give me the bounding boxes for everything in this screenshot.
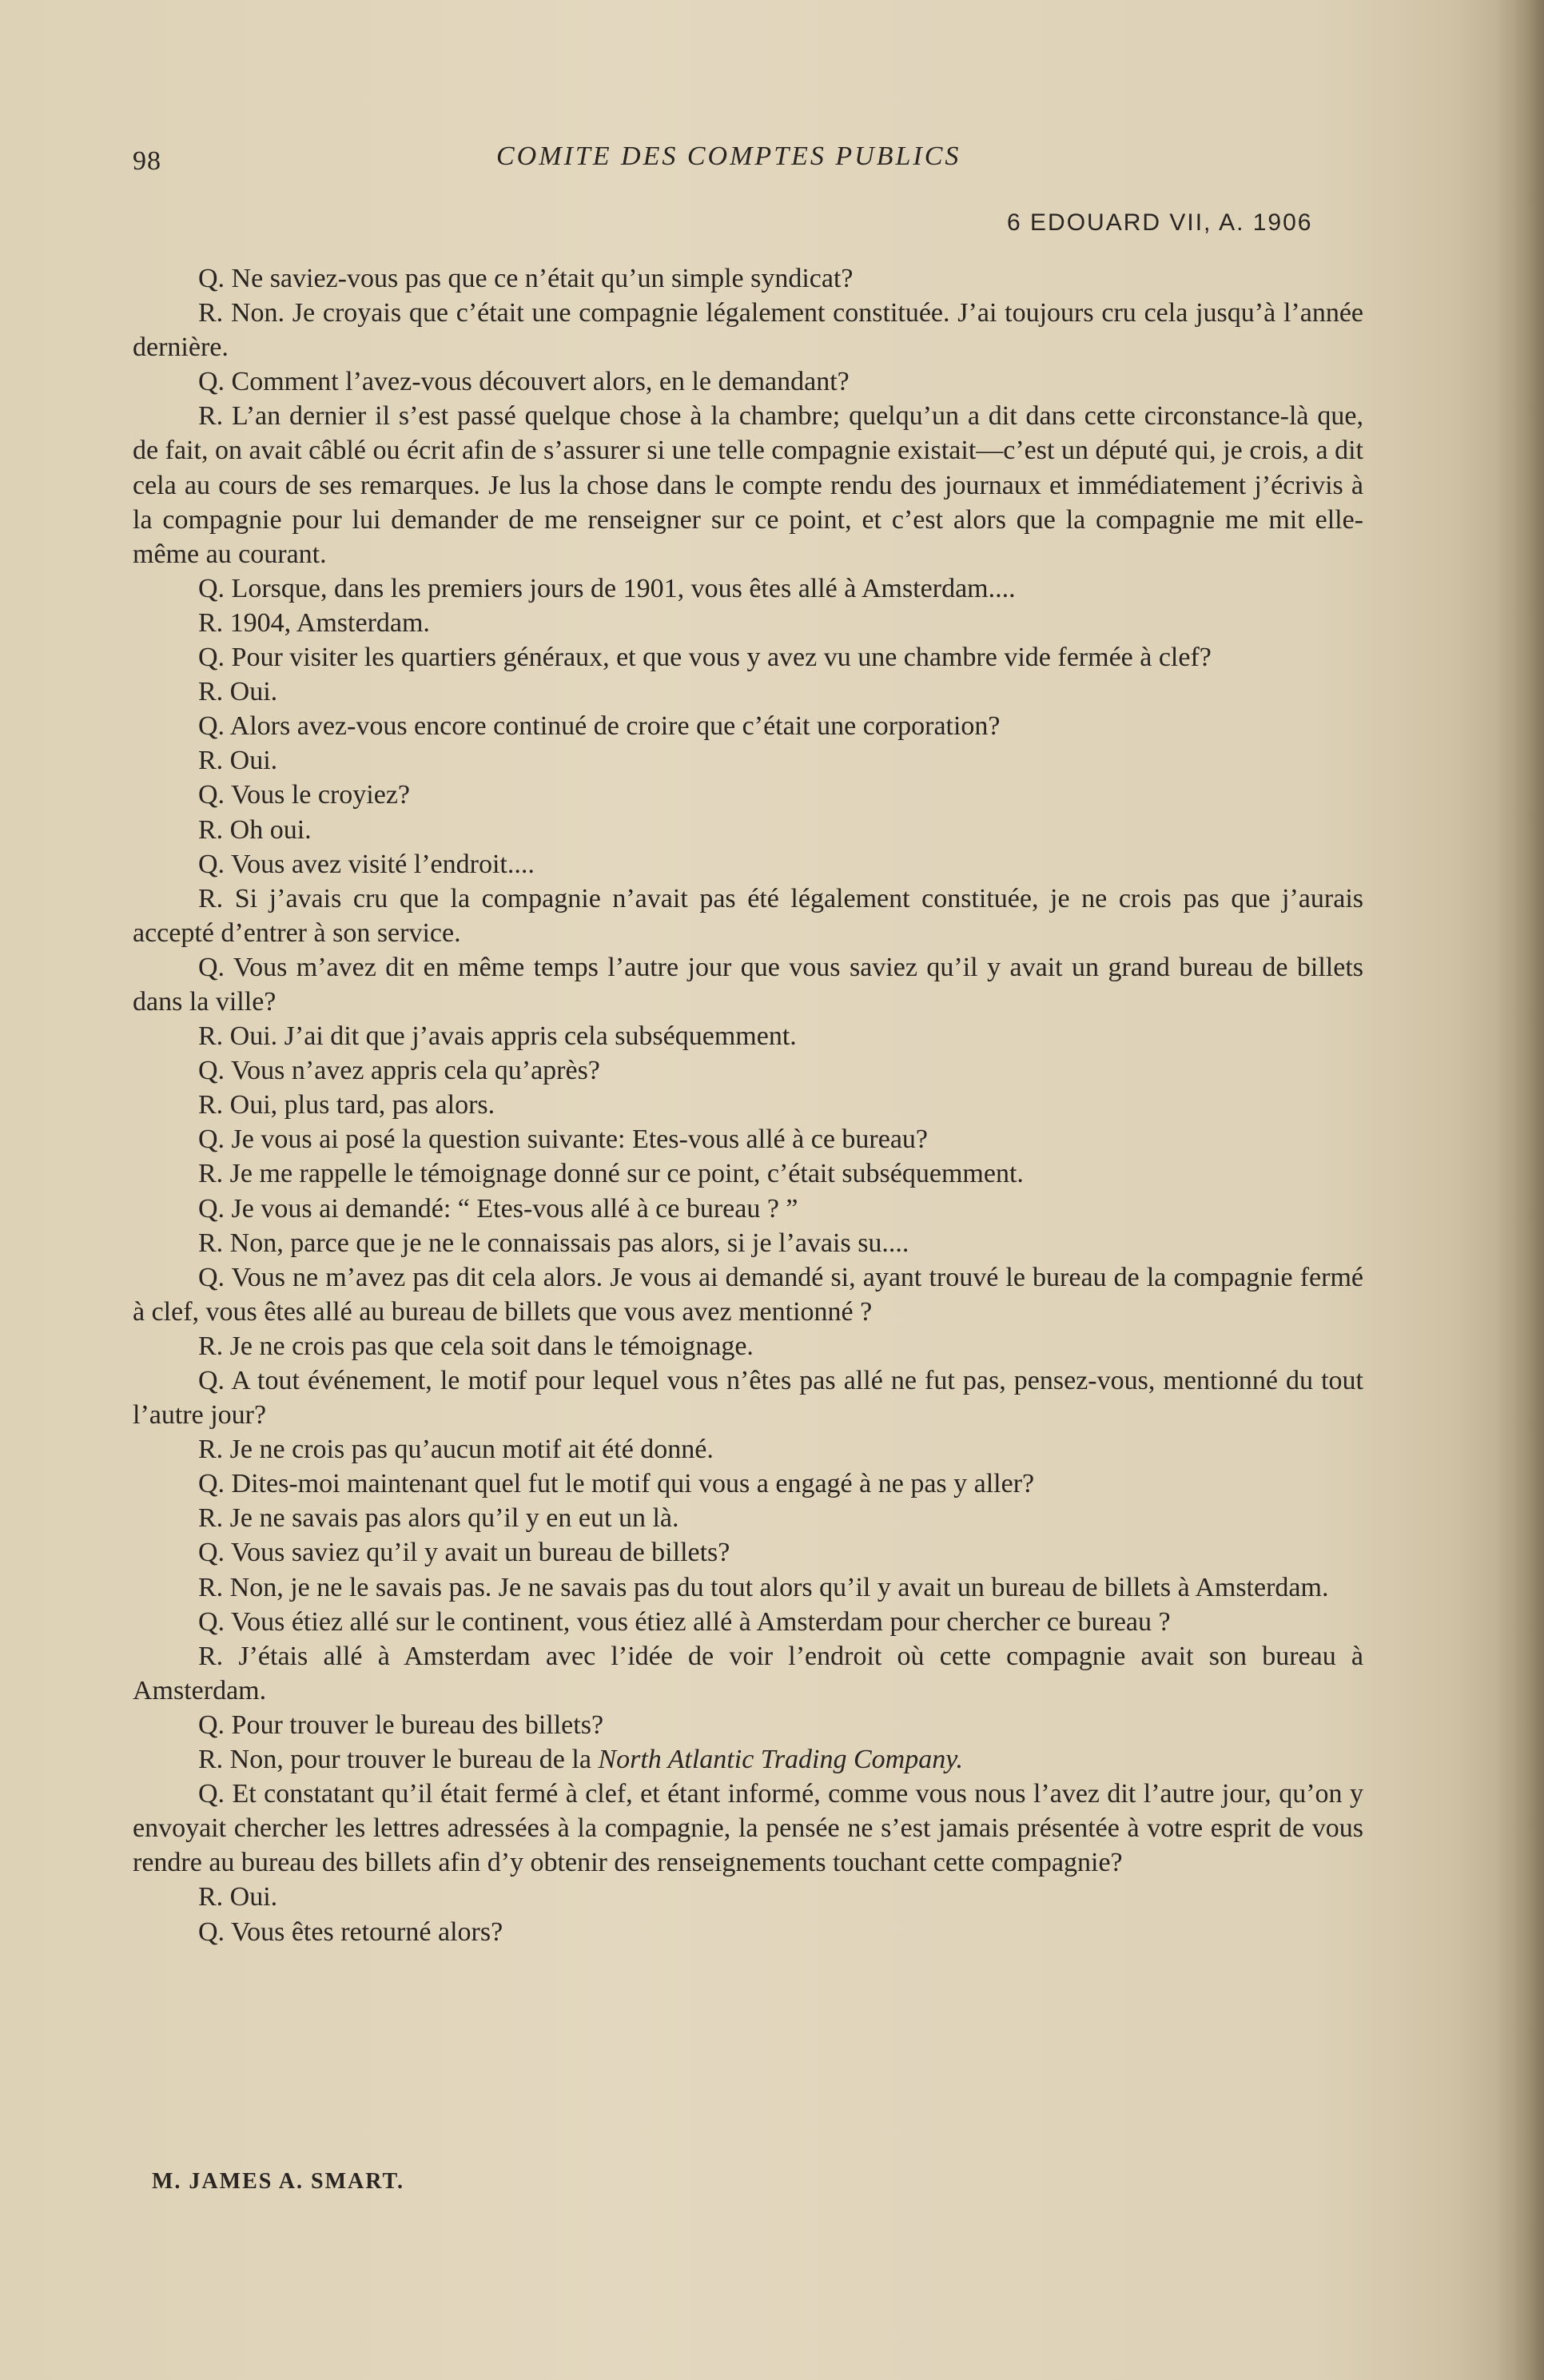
testimony-paragraph — [133, 1501, 1363, 1535]
paragraph-text: R. Oui. J’ai dit que j’avais appris cela subséquemment. — [198, 1021, 797, 1052]
testimony-paragraph — [133, 1535, 1363, 1570]
page-number: 98 — [133, 146, 161, 176]
testimony-paragraph — [133, 1260, 1363, 1329]
testimony-paragraph — [133, 1880, 1363, 1914]
testimony-paragraph — [133, 1467, 1363, 1501]
paragraph-text: Q. Et constatant qu’il était fermé à clef, et étant informé, comme vous nous l’avez dit l’autre jour, qu’on y envoyait chercher les lettres adressées à la compagnie, la pensée ne s’est jamais présentée à votre esprit de vous rendre au bureau des billets afin d’y obtenir des renseignements touchant cette compagnie? — [133, 1779, 1363, 1878]
paragraph-text: Q. Vous n’avez appris cela qu’après? — [198, 1056, 600, 1086]
testimony-paragraph — [133, 399, 1363, 571]
testimony-paragraph — [133, 571, 1363, 606]
paragraph-text: Q. Vous êtes retourné alors? — [198, 1916, 503, 1947]
paragraph-text: R. Non. Je croyais que c’était une compagnie légalement constituée. J’ai toujours cru cela jusqu’à l’année dernière. — [133, 298, 1363, 363]
testimony-body — [133, 261, 1363, 1949]
paragraph-text: Q. Comment l’avez-vous découvert alors, en le demandant? — [198, 367, 850, 397]
testimony-paragraph — [133, 1019, 1363, 1053]
paragraph-text: Q. Je vous ai posé la question suivante: Etes-vous allé à ce bureau? — [198, 1124, 929, 1155]
paragraph-text: Q. Vous ne m’avez pas dit cela alors. Je vous ai demandé si, ayant trouvé le bureau de la compagnie fermé à clef, vous êtes allé au bureau de billets que vous avez mentionné ? — [133, 1262, 1363, 1327]
paragraph-text: R. L’an dernier il s’est passé quelque chose à la chambre; quelqu’un a dit dans cette circonstance-là que, de fait, on avait câblé ou écrit afin de s’assurer si une telle compagnie existait—c’est un député qui, je crois, a dit cela au cours de ses remarques. Je lus la chose dans le compte rendu des journaux et immédiatement j’écrivis à la compagnie pour lui demander de me renseigner sur ce point, et c’est alors que la compagnie me mit elle-même au courant. — [133, 401, 1363, 569]
testimony-paragraph — [133, 1639, 1363, 1708]
testimony-paragraph — [133, 1122, 1363, 1156]
paragraph-text: Q. A tout événement, le motif pour lequel vous n’êtes pas allé ne fut pas, pensez-vous, mentionné du tout l’autre jour? — [133, 1366, 1363, 1431]
paragraph-text: R. Oui. — [198, 677, 278, 707]
testimony-paragraph — [133, 1432, 1363, 1467]
testimony-paragraph — [133, 1192, 1363, 1226]
paragraph-text: Q. Je vous ai demandé: “ Etes-vous allé à ce bureau ? ” — [198, 1193, 798, 1224]
company-name-italic: North Atlantic Trading Company. — [598, 1745, 963, 1775]
testimony-paragraph — [133, 1156, 1363, 1191]
testimony-paragraph — [133, 813, 1363, 847]
testimony-paragraph — [133, 1363, 1363, 1432]
testimony-paragraph — [133, 296, 1363, 364]
paragraph-text: R. Je ne crois pas qu’aucun motif ait été donné. — [198, 1435, 714, 1465]
paragraph-text: Q. Vous étiez allé sur le continent, vous étiez allé à Amsterdam pour chercher ce bureau ? — [198, 1606, 1171, 1637]
page-spine-shadow — [1496, 0, 1544, 2380]
paragraph-text: Q. Vous m’avez dit en même temps l’autre jour que vous saviez qu’il y avait un grand bureau de billets dans la ville? — [133, 952, 1363, 1017]
testimony-paragraph — [133, 882, 1363, 950]
paragraph-text: Q. Alors avez-vous encore continué de croire que c’était une corporation? — [198, 711, 1001, 742]
paragraph-text: R. J’étais allé à Amsterdam avec l’idée de voir l’endroit où cette compagnie avait son bureau à Amsterdam. — [133, 1641, 1363, 1705]
witness-signature: M. JAMES A. SMART. — [152, 2169, 405, 2194]
testimony-paragraph — [133, 261, 1363, 296]
testimony-paragraph — [133, 1570, 1363, 1605]
paragraph-text: Q. Vous saviez qu’il y avait un bureau de billets? — [198, 1538, 730, 1568]
testimony-paragraph — [133, 675, 1363, 709]
paragraph-text: Q. Pour trouver le bureau des billets? — [198, 1709, 604, 1740]
paragraph-text: R. Je me rappelle le témoignage donné sur ce point, c’était subséquemment. — [198, 1159, 1024, 1189]
paragraph-text: Q. Pour visiter les quartiers généraux, et que vous y avez vu une chambre vide fermée à clef? — [198, 643, 1212, 673]
testimony-paragraph — [133, 1777, 1363, 1880]
testimony-paragraph — [133, 709, 1363, 743]
testimony-paragraph — [133, 364, 1363, 399]
paragraph-text: R. Oh oui. — [198, 814, 312, 845]
testimony-paragraph — [133, 606, 1363, 640]
paragraph-text: R. Oui. — [198, 746, 278, 776]
testimony-paragraph — [133, 950, 1363, 1019]
paragraph-text: R. Je ne crois pas que cela soit dans le témoignage. — [198, 1331, 754, 1361]
testimony-paragraph — [133, 847, 1363, 882]
paragraph-text: Q. Vous le croyiez? — [198, 780, 411, 810]
paragraph-text: R. 1904, Amsterdam. — [198, 607, 430, 638]
paragraph-text: Q. Lorsque, dans les premiers jours de 1901, vous êtes allé à Amsterdam.... — [198, 573, 1016, 603]
session-label: 6 EDOUARD VII, A. 1906 — [1007, 209, 1313, 236]
testimony-paragraph — [133, 743, 1363, 778]
testimony-paragraph — [133, 1742, 1363, 1777]
running-title: COMITE DES COMPTES PUBLICS — [496, 141, 961, 171]
testimony-paragraph — [133, 1915, 1363, 1949]
testimony-paragraph — [133, 1053, 1363, 1088]
paragraph-text: R. Oui. — [198, 1882, 278, 1912]
page-header — [133, 141, 1347, 194]
testimony-paragraph — [133, 1605, 1363, 1639]
paragraph-text: Q. Dites-moi maintenant quel fut le motif qui vous a engagé à ne pas y aller? — [198, 1469, 1035, 1499]
paragraph-text: Q. Vous avez visité l’endroit.... — [198, 849, 535, 879]
paragraph-text: Q. Ne saviez-vous pas que ce n’était qu’un simple syndicat? — [198, 264, 854, 293]
testimony-paragraph — [133, 1088, 1363, 1122]
paragraph-text: R. Non, pour trouver le bureau de la — [198, 1745, 599, 1775]
paragraph-text: R. Je ne savais pas alors qu’il y en eut un là. — [198, 1503, 679, 1534]
testimony-paragraph — [133, 1329, 1363, 1363]
testimony-paragraph — [133, 778, 1363, 812]
testimony-paragraph — [133, 1708, 1363, 1742]
paragraph-text: R. Non, parce que je ne le connaissais pas alors, si je l’avais su.... — [198, 1228, 909, 1258]
testimony-paragraph — [133, 1226, 1363, 1260]
paragraph-text: R. Non, je ne le savais pas. Je ne savais pas du tout alors qu’il y avait un bureau de billets à Amsterdam. — [198, 1572, 1329, 1602]
paragraph-text: R. Si j’avais cru que la compagnie n’avait pas été légalement constituée, je ne crois pas que j’aurais accepté d’entrer à son service. — [133, 883, 1363, 948]
testimony-paragraph — [133, 640, 1363, 675]
paragraph-text: R. Oui, plus tard, pas alors. — [198, 1090, 495, 1120]
